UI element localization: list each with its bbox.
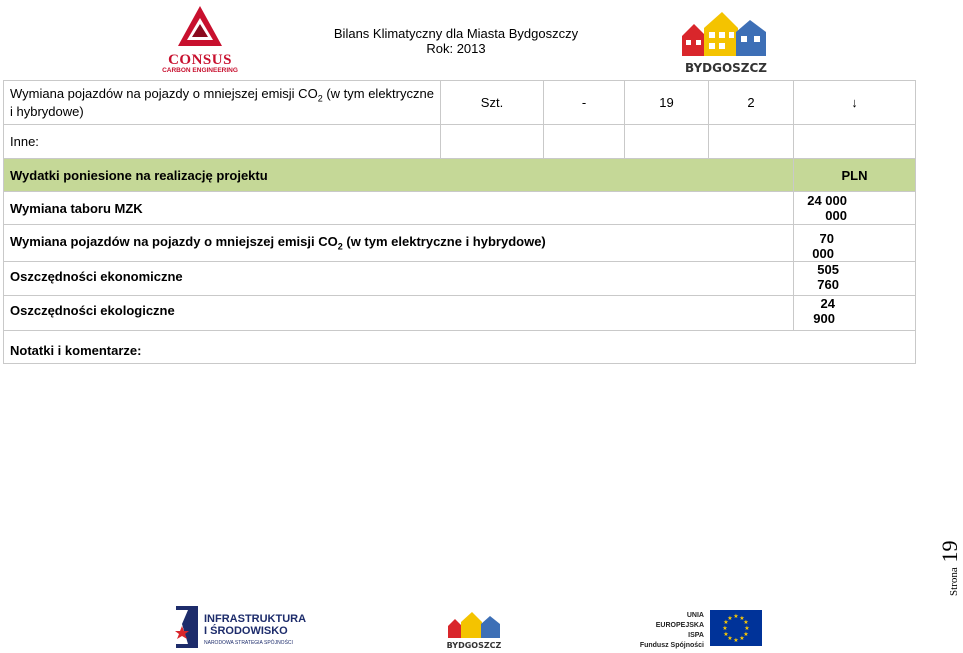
inne-cell-2 bbox=[544, 125, 625, 159]
notes-label: Notatki i komentarze: bbox=[4, 331, 916, 364]
expense-label bbox=[4, 225, 794, 262]
expense-value: 24 900 bbox=[794, 296, 916, 331]
svg-text:★: ★ bbox=[727, 615, 733, 622]
expense-label-part1: Wymiana pojazdów na pojazdy o mniejszej emisji CO bbox=[10, 234, 338, 250]
svg-text:★: ★ bbox=[739, 615, 745, 622]
bydgoszcz-logo-text: BYDGOSZCZ bbox=[684, 61, 768, 75]
measure-col3: 19 bbox=[625, 81, 709, 125]
expense-value: 505 760 bbox=[794, 262, 916, 296]
expense-value: 70 000 bbox=[794, 225, 916, 262]
eu-flag-icon bbox=[710, 610, 762, 646]
measure-name bbox=[4, 81, 441, 125]
inne-label: Inne: bbox=[4, 125, 441, 159]
infra-sub: NARODOWA STRATEGIA SPÓJNOŚCI bbox=[204, 640, 293, 646]
measure-name-sub: 2 bbox=[317, 93, 323, 104]
trend-arrow-icon: ↓ bbox=[794, 81, 916, 125]
bydgoszcz-logo-icon bbox=[672, 6, 780, 76]
measures-table bbox=[3, 80, 916, 364]
inne-cell-3 bbox=[625, 125, 709, 159]
title-line-1: Bilans Klimatyczny dla Miasta Bydgoszczy bbox=[333, 26, 579, 41]
svg-text:★: ★ bbox=[722, 625, 728, 632]
ue-line-1: UNIA EUROPEJSKA bbox=[655, 612, 704, 629]
consus-company-name: CONSUS bbox=[168, 52, 232, 68]
svg-text:★: ★ bbox=[723, 619, 729, 626]
infrastruktura-logo-text bbox=[204, 613, 306, 637]
svg-text:★: ★ bbox=[743, 631, 749, 638]
inne-row bbox=[4, 125, 916, 159]
measure-col2: - bbox=[544, 81, 625, 125]
ue-line-2: ISPA bbox=[688, 632, 704, 639]
page-number bbox=[933, 520, 963, 600]
expense-row bbox=[4, 192, 916, 225]
expenses-header-label: Wydatki poniesione na realizację projektu bbox=[4, 159, 794, 192]
expenses-header-row bbox=[4, 159, 916, 192]
expenses-header-unit: PLN bbox=[794, 159, 916, 192]
expense-value: 24 000 000 bbox=[794, 192, 916, 225]
ue-line-3: Fundusz Spójności bbox=[639, 642, 704, 649]
page-label: Strona bbox=[948, 567, 960, 596]
expense-row bbox=[4, 262, 916, 296]
svg-text:★: ★ bbox=[743, 619, 749, 626]
consus-company-sub: CARBON ENGINEERING bbox=[162, 67, 238, 74]
expense-label-sub: 2 bbox=[337, 241, 343, 252]
expense-label: Oszczędności ekologiczne bbox=[4, 296, 794, 331]
expense-row bbox=[4, 225, 916, 262]
measure-name-part2: (w tym elektryczne i hybrydowe) bbox=[10, 86, 434, 119]
expense-label-part2: (w tym elektryczne i hybrydowe) bbox=[342, 234, 546, 250]
infra-line-2: I ŚRODOWISKO bbox=[204, 625, 288, 637]
eu-logo-text bbox=[638, 611, 704, 651]
measure-col4: 2 bbox=[709, 81, 794, 125]
notes-row bbox=[4, 331, 916, 364]
svg-text:★: ★ bbox=[733, 637, 739, 644]
inne-cell-4 bbox=[709, 125, 794, 159]
expense-row bbox=[4, 296, 916, 331]
svg-text:Strona 19 bbox=[937, 541, 962, 596]
expense-label: Wymiana taboru MZK bbox=[4, 192, 794, 225]
measure-unit: Szt. bbox=[441, 81, 544, 125]
eu-star-logo-icon bbox=[170, 606, 200, 648]
bydgoszcz-small-logo-icon bbox=[444, 608, 504, 650]
infra-line-1: INFRASTRUKTURA bbox=[204, 613, 307, 625]
svg-text:★: ★ bbox=[744, 625, 750, 632]
svg-text:★: ★ bbox=[723, 631, 729, 638]
svg-text:★: ★ bbox=[733, 613, 739, 620]
inne-cell-1 bbox=[441, 125, 544, 159]
title-line-2: Rok: 2013 bbox=[426, 41, 486, 56]
page-number-value: 19 bbox=[937, 540, 962, 563]
inne-cell-5 bbox=[794, 125, 916, 159]
measure-name-part1: Wymiana pojazdów na pojazdy o mniejszej emisji CO bbox=[10, 86, 318, 102]
svg-text:★: ★ bbox=[727, 635, 733, 642]
bydgoszcz-small-text: BYDGOSZCZ bbox=[446, 641, 502, 650]
svg-text:★: ★ bbox=[739, 635, 745, 642]
expense-label: Oszczędności ekonomiczne bbox=[4, 262, 794, 296]
measure-row bbox=[4, 81, 916, 125]
document-title bbox=[330, 26, 582, 56]
